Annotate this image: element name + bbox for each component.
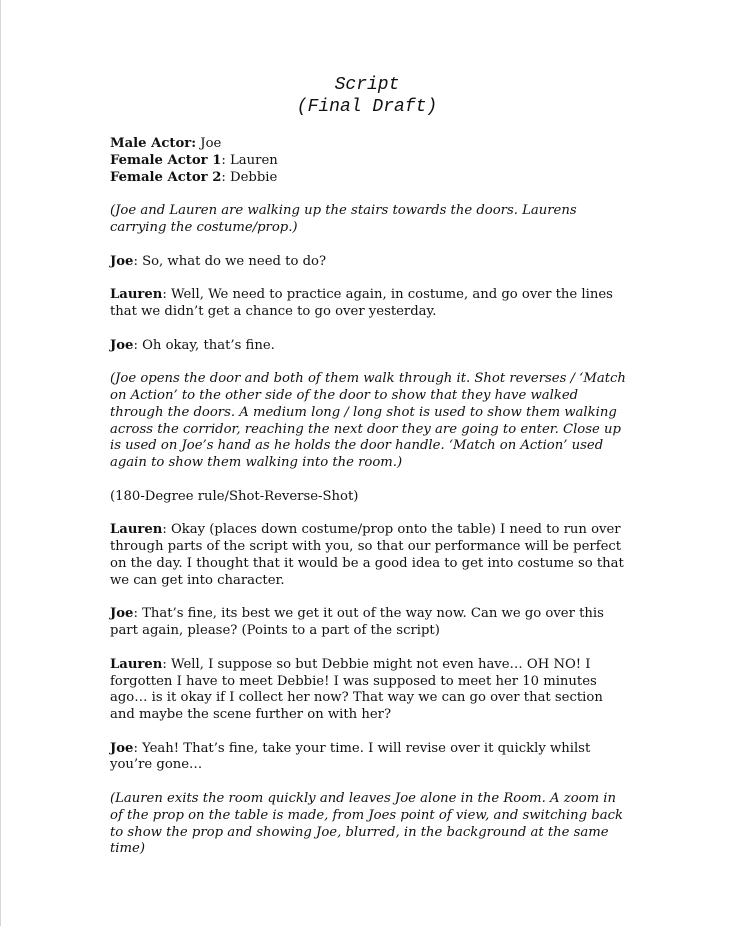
dialogue-text: : Okay (places down costume/prop onto the table) I need to run over through parts of the script with you, so that our performance will be perfect on the day. I thought that it would be a good idea to get into costume so that we can get into character. xyxy=(110,522,624,588)
cast-entry xyxy=(110,153,630,170)
dialogue-line xyxy=(110,657,630,724)
speaker-name: Lauren xyxy=(110,287,163,303)
dialogue-line xyxy=(110,606,630,640)
stage-direction: (Joe and Lauren are walking up the stairs towards the doors. Laurens carrying the costume/prop.) xyxy=(110,203,577,235)
title-line-2: (Final Draft) xyxy=(296,97,438,117)
dialogue-line xyxy=(110,287,630,321)
title-line-1: Script xyxy=(334,75,400,95)
cast-list xyxy=(110,136,630,186)
speaker-name: Lauren xyxy=(110,522,163,538)
dialogue-text: : That’s fine, its best we get it out of the way now. Can we go over this part again, please? (Points to a part of the script) xyxy=(110,606,604,639)
speaker-name: Joe xyxy=(110,337,134,353)
dialogue-text: : Oh okay, that’s fine. xyxy=(133,337,275,353)
stage-direction: (Joe opens the door and both of them walk through it. Shot reverses / ‘Match on Action’ to the other side of the door to show that they have walked through the doors. A medium long / long shot is used to show them walking across the corridor, reaching the next door they are going to enter. Close up is used on Joe’s hand as he holds the door handle. ‘Match on Action’ used again to show them walking into the room.) xyxy=(110,371,626,471)
dialogue-text: : Well, I suppose so but Debbie might not even have… OH NO! I forgotten I have to meet Debbie! I was supposed to meet her 10 minutes ago… is it okay if I collect her now? That way we can go over that section and maybe the scene further on with her? xyxy=(110,656,603,723)
dialogue-line xyxy=(110,338,630,355)
dialogue-text: : Yeah! That’s fine, take your time. I will revise over it quickly whilst you’re gone… xyxy=(110,740,591,773)
dialogue-text: : So, what do we need to do? xyxy=(133,253,327,269)
cast-role: Male Actor: xyxy=(110,136,197,151)
cast-name: : Lauren xyxy=(221,152,278,168)
speaker-name: Joe xyxy=(110,740,134,756)
dialogue-line xyxy=(110,741,630,775)
speaker-name: Joe xyxy=(110,253,134,269)
cast-entry xyxy=(110,170,630,187)
dialogue-line xyxy=(110,254,630,271)
cast-entry xyxy=(110,136,630,153)
stage-direction: (Lauren exits the room quickly and leaves Joe alone in the Room. A zoom in of the prop on the table is made, from Joes point of view, and switching back to show the prop and showing Joe, blurred, in the background at the same time) xyxy=(110,791,623,857)
speaker-name: Lauren xyxy=(110,656,163,672)
script-body xyxy=(110,136,630,858)
dialogue-line xyxy=(110,522,630,589)
script-title xyxy=(1,74,732,118)
cast-name: Joe xyxy=(196,136,222,151)
cast-role: Female Actor 2 xyxy=(110,169,222,185)
cast-name: : Debbie xyxy=(221,169,278,185)
cast-role: Female Actor 1 xyxy=(110,152,222,168)
camera-note: (180-Degree rule/Shot-Reverse-Shot) xyxy=(110,488,359,504)
speaker-name: Joe xyxy=(110,606,134,622)
dialogue-text: : Well, We need to practice again, in costume, and go over the lines that we didn’t get a chance to go over yesterday. xyxy=(110,287,613,319)
